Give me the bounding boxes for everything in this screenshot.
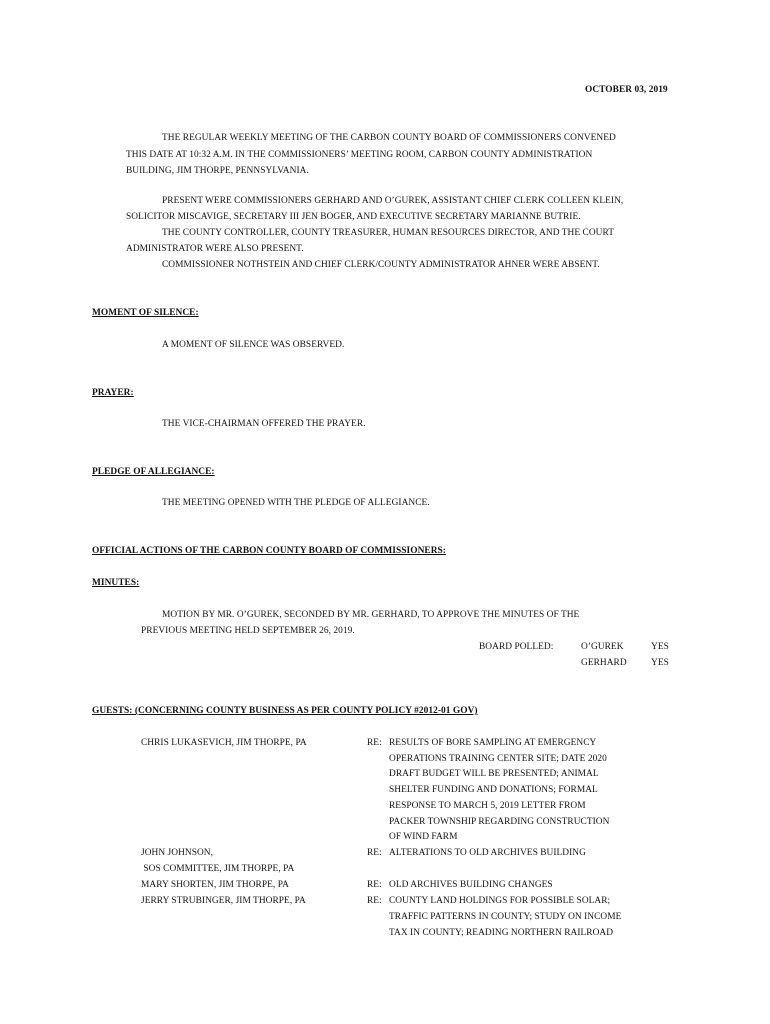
guest-topic-line: COUNTY LAND HOLDINGS FOR POSSIBLE SOLAR; [389,896,611,906]
present-line-1: PRESENT WERE COMMISSIONERS GERHARD AND O’GUREK, ASSISTANT CHIEF CLERK COLLEEN KLEIN, [162,196,624,206]
vote-name: GERHARD [581,658,627,668]
guest-name: JERRY STRUBINGER, JIM THORPE, PA [141,896,306,906]
vote-result: YES [651,658,669,668]
meeting-date: OCTOBER 03, 2019 [585,85,668,95]
vote-result: YES [651,642,669,652]
guest-topic-line: OPERATIONS TRAINING CENTER SITE; DATE 2020 [389,754,607,764]
present-line-4: ADMINISTRATOR WERE ALSO PRESENT. [126,244,304,254]
absent-line: COMMISSIONER NOTHSTEIN AND CHIEF CLERK/COUNTY ADMINISTRATOR AHNER WERE ABSENT. [162,260,600,270]
official-actions-heading: OFFICIAL ACTIONS OF THE CARBON COUNTY BOARD OF COMMISSIONERS: [92,546,446,556]
moment-of-silence-heading: MOMENT OF SILENCE: [92,308,199,318]
guest-topic-line: OF WIND FARM [389,832,458,842]
guest-name: MARY SHORTEN, JIM THORPE, PA [141,880,289,890]
guest-topic-line: TAX IN COUNTY; READING NORTHERN RAILROAD [389,928,614,938]
re-label: RE: [367,880,382,890]
guests-heading: GUESTS: (CONCERNING COUNTY BUSINESS AS PER COUNTY POLICY #2012-01 GOV) [92,706,478,716]
intro-line-3: BUILDING, JIM THORPE, PENNSYLVANIA. [126,166,309,176]
pledge-text: THE MEETING OPENED WITH THE PLEDGE OF ALLEGIANCE. [162,498,430,508]
re-label: RE: [367,738,382,748]
guest-topic-line: TRAFFIC PATTERNS IN COUNTY; STUDY ON INCOME [389,912,622,922]
present-line-3: THE COUNTY CONTROLLER, COUNTY TREASURER, HUMAN RESOURCES DIRECTOR, AND THE COURT [162,228,614,238]
guest-topic-line: OLD ARCHIVES BUILDING CHANGES [389,880,553,890]
prayer-heading: PRAYER: [92,388,134,398]
guest-topic-line: SHELTER FUNDING AND DONATIONS; FORMAL [389,785,598,795]
moment-of-silence-text: A MOMENT OF SILENCE WAS OBSERVED. [162,340,345,350]
minutes-motion-line-1: MOTION BY MR. O’GUREK, SECONDED BY MR. GERHARD, TO APPROVE THE MINUTES OF THE [162,610,580,620]
minutes-heading: MINUTES: [92,578,140,588]
guest-topic-line: ALTERATIONS TO OLD ARCHIVES BUILDING [389,848,586,858]
guest-topic-line: PACKER TOWNSHIP REGARDING CONSTRUCTION [389,817,610,827]
guest-affiliation: SOS COMMITTEE, JIM THORPE, PA [141,864,295,874]
guest-name: JOHN JOHNSON, [141,848,214,858]
vote-name: O’GUREK [581,642,624,652]
intro-line-1: THE REGULAR WEEKLY MEETING OF THE CARBON COUNTY BOARD OF COMMISSIONERS CONVENED [162,133,616,143]
intro-line-2: THIS DATE AT 10:32 A.M. IN THE COMMISSIONERS’ MEETING ROOM, CARBON COUNTY ADMINISTRATION [126,150,593,160]
re-label: RE: [367,848,382,858]
pledge-heading: PLEDGE OF ALLEGIANCE: [92,467,215,477]
prayer-text: THE VICE-CHAIRMAN OFFERED THE PRAYER. [162,419,366,429]
board-polled-label: BOARD POLLED: [479,642,554,652]
guest-topic-line: RESPONSE TO MARCH 5, 2019 LETTER FROM [389,801,586,811]
minutes-motion-line-2: PREVIOUS MEETING HELD SEPTEMBER 26, 2019. [141,626,355,636]
guest-topic-line: RESULTS OF BORE SAMPLING AT EMERGENCY [389,738,597,748]
guest-topic-line: DRAFT BUDGET WILL BE PRESENTED; ANIMAL [389,769,599,779]
guest-name: CHRIS LUKASEVICH, JIM THORPE, PA [141,738,307,748]
re-label: RE: [367,896,382,906]
present-line-2: SOLICITOR MISCAVIGE, SECRETARY III JEN BOGER, AND EXECUTIVE SECRETARY MARIANNE BUTRIE. [126,212,581,222]
